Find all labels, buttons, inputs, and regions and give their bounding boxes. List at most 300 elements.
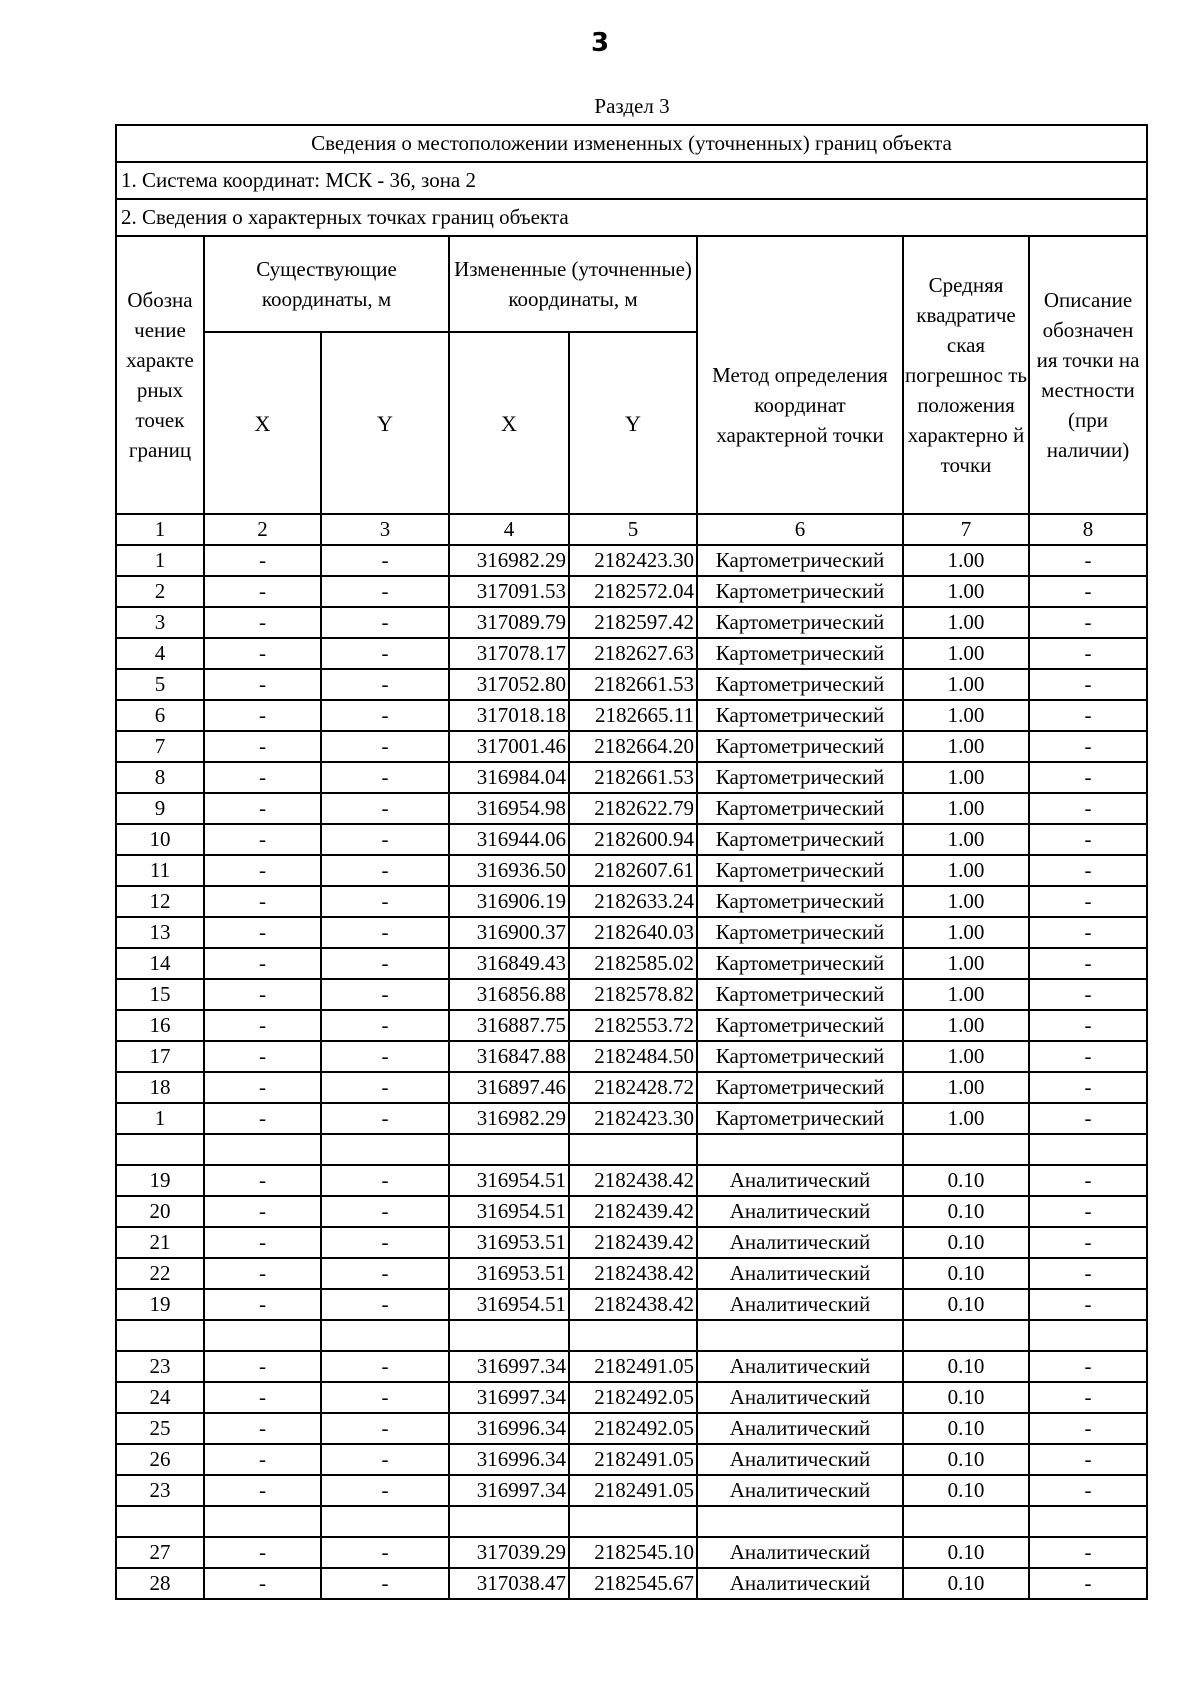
blank-separator-row [116, 1320, 1147, 1351]
method-cell: Картометрический [697, 1010, 903, 1041]
header-existing-coordinates: Существующие координаты, м [204, 236, 449, 332]
changed-y-cell: 2182627.63 [569, 638, 697, 669]
point-number-cell: 19 [116, 1165, 204, 1196]
empty-cell [116, 1134, 204, 1165]
method-cell: Аналитический [697, 1475, 903, 1506]
point-number-cell: 1 [116, 545, 204, 576]
description-cell: - [1029, 917, 1147, 948]
changed-y-cell: 2182553.72 [569, 1010, 697, 1041]
existing-y-cell: - [321, 1010, 449, 1041]
changed-y-cell: 2182661.53 [569, 762, 697, 793]
method-cell: Картометрический [697, 607, 903, 638]
changed-y-cell: 2182545.67 [569, 1568, 697, 1599]
description-cell: - [1029, 886, 1147, 917]
changed-x-cell: 317018.18 [449, 700, 569, 731]
error-cell: 1.00 [903, 638, 1029, 669]
error-cell: 1.00 [903, 1103, 1029, 1134]
boundary-points-table [115, 124, 1148, 1600]
table-row [116, 638, 1147, 669]
method-cell: Картометрический [697, 1041, 903, 1072]
method-cell: Аналитический [697, 1382, 903, 1413]
table-row [116, 1537, 1147, 1568]
empty-cell [1029, 1506, 1147, 1537]
description-cell: - [1029, 1227, 1147, 1258]
empty-cell [697, 1320, 903, 1351]
existing-x-cell: - [204, 1444, 321, 1475]
existing-y-cell: - [321, 1258, 449, 1289]
existing-x-cell: - [204, 1103, 321, 1134]
point-number-cell: 15 [116, 979, 204, 1010]
description-cell: - [1029, 669, 1147, 700]
error-cell: 0.10 [903, 1382, 1029, 1413]
changed-x-cell: 317078.17 [449, 638, 569, 669]
description-cell: - [1029, 731, 1147, 762]
existing-y-cell: - [321, 855, 449, 886]
description-cell: - [1029, 1568, 1147, 1599]
header-description: Описание обозначен ия точки на местности (при наличии) [1029, 236, 1147, 514]
changed-x-cell: 316953.51 [449, 1227, 569, 1258]
error-cell: 1.00 [903, 1072, 1029, 1103]
header-existing-y: Y [321, 332, 449, 514]
changed-x-cell: 317039.29 [449, 1537, 569, 1568]
changed-x-cell: 317001.46 [449, 731, 569, 762]
description-cell: - [1029, 1475, 1147, 1506]
description-cell: - [1029, 979, 1147, 1010]
point-number-cell: 3 [116, 607, 204, 638]
changed-y-cell: 2182491.05 [569, 1475, 697, 1506]
changed-y-cell: 2182585.02 [569, 948, 697, 979]
point-number-cell: 4 [116, 638, 204, 669]
changed-x-cell: 316953.51 [449, 1258, 569, 1289]
changed-y-cell: 2182439.42 [569, 1196, 697, 1227]
error-cell: 1.00 [903, 948, 1029, 979]
changed-y-cell: 2182633.24 [569, 886, 697, 917]
table-row [116, 545, 1147, 576]
error-cell: 1.00 [903, 979, 1029, 1010]
changed-x-cell: 317052.80 [449, 669, 569, 700]
description-cell: - [1029, 1258, 1147, 1289]
table-row [116, 979, 1147, 1010]
changed-y-cell: 2182428.72 [569, 1072, 697, 1103]
existing-x-cell: - [204, 607, 321, 638]
empty-cell [697, 1506, 903, 1537]
empty-cell [204, 1506, 321, 1537]
empty-cell [321, 1134, 449, 1165]
existing-x-cell: - [204, 700, 321, 731]
changed-y-cell: 2182597.42 [569, 607, 697, 638]
changed-x-cell: 316997.34 [449, 1475, 569, 1506]
error-cell: 0.10 [903, 1196, 1029, 1227]
table-row [116, 855, 1147, 886]
changed-y-cell: 2182423.30 [569, 545, 697, 576]
changed-x-cell: 316996.34 [449, 1444, 569, 1475]
changed-x-cell: 316954.98 [449, 793, 569, 824]
point-number-cell: 8 [116, 762, 204, 793]
empty-cell [204, 1320, 321, 1351]
error-cell: 1.00 [903, 1041, 1029, 1072]
existing-x-cell: - [204, 1382, 321, 1413]
existing-x-cell: - [204, 886, 321, 917]
existing-y-cell: - [321, 1568, 449, 1599]
method-cell: Картометрический [697, 731, 903, 762]
existing-y-cell: - [321, 1382, 449, 1413]
point-number-cell: 19 [116, 1289, 204, 1320]
header-error: Средняя квадратиче ская погрешнос ть положения характерно й точки [903, 236, 1029, 514]
existing-y-cell: - [321, 762, 449, 793]
existing-y-cell: - [321, 917, 449, 948]
description-cell: - [1029, 1196, 1147, 1227]
existing-y-cell: - [321, 731, 449, 762]
point-number-cell: 20 [116, 1196, 204, 1227]
error-cell: 1.00 [903, 669, 1029, 700]
method-cell: Картометрический [697, 638, 903, 669]
method-cell: Аналитический [697, 1537, 903, 1568]
column-number: 3 [321, 514, 449, 545]
changed-x-cell: 316954.51 [449, 1196, 569, 1227]
changed-y-cell: 2182438.42 [569, 1258, 697, 1289]
point-number-cell: 11 [116, 855, 204, 886]
table-row [116, 669, 1147, 700]
changed-y-cell: 2182492.05 [569, 1382, 697, 1413]
empty-cell [116, 1320, 204, 1351]
existing-y-cell: - [321, 1289, 449, 1320]
existing-x-cell: - [204, 855, 321, 886]
point-number-cell: 13 [116, 917, 204, 948]
changed-x-cell: 316847.88 [449, 1041, 569, 1072]
description-cell: - [1029, 545, 1147, 576]
existing-x-cell: - [204, 576, 321, 607]
description-cell: - [1029, 1072, 1147, 1103]
method-cell: Картометрический [697, 855, 903, 886]
existing-x-cell: - [204, 1568, 321, 1599]
existing-x-cell: - [204, 1475, 321, 1506]
coordinate-system: 1. Система координат: МСК - 36, зона 2 [116, 162, 1147, 199]
error-cell: 0.10 [903, 1444, 1029, 1475]
table-row [116, 731, 1147, 762]
error-cell: 0.10 [903, 1475, 1029, 1506]
error-cell: 1.00 [903, 917, 1029, 948]
error-cell: 1.00 [903, 731, 1029, 762]
column-number: 8 [1029, 514, 1147, 545]
header-changed-coordinates: Измененные (уточненные) координаты, м [449, 236, 697, 332]
method-cell: Картометрический [697, 1103, 903, 1134]
method-cell: Аналитический [697, 1196, 903, 1227]
point-number-cell: 26 [116, 1444, 204, 1475]
table-row [116, 1010, 1147, 1041]
description-cell: - [1029, 1382, 1147, 1413]
existing-x-cell: - [204, 1351, 321, 1382]
table-row [116, 1258, 1147, 1289]
table-row [116, 1413, 1147, 1444]
existing-y-cell: - [321, 638, 449, 669]
existing-y-cell: - [321, 1413, 449, 1444]
table-row [116, 1568, 1147, 1599]
changed-y-cell: 2182484.50 [569, 1041, 697, 1072]
description-cell: - [1029, 1041, 1147, 1072]
description-cell: - [1029, 948, 1147, 979]
description-cell: - [1029, 824, 1147, 855]
header-existing-x: X [204, 332, 321, 514]
existing-x-cell: - [204, 638, 321, 669]
table-row [116, 576, 1147, 607]
point-number-cell: 23 [116, 1351, 204, 1382]
changed-y-cell: 2182572.04 [569, 576, 697, 607]
changed-y-cell: 2182640.03 [569, 917, 697, 948]
point-number-cell: 2 [116, 576, 204, 607]
empty-cell [116, 1506, 204, 1537]
changed-y-cell: 2182600.94 [569, 824, 697, 855]
table-row [116, 607, 1147, 638]
existing-y-cell: - [321, 576, 449, 607]
method-cell: Картометрический [697, 824, 903, 855]
table-row [116, 1351, 1147, 1382]
column-number: 1 [116, 514, 204, 545]
point-number-cell: 23 [116, 1475, 204, 1506]
header-point-designation: Обозна чение характе рных точек границ [116, 236, 204, 514]
description-cell: - [1029, 576, 1147, 607]
existing-x-cell: - [204, 762, 321, 793]
method-cell: Аналитический [697, 1289, 903, 1320]
existing-x-cell: - [204, 1196, 321, 1227]
empty-cell [569, 1320, 697, 1351]
blank-separator-row [116, 1134, 1147, 1165]
description-cell: - [1029, 607, 1147, 638]
changed-x-cell: 316944.06 [449, 824, 569, 855]
changed-y-cell: 2182492.05 [569, 1413, 697, 1444]
existing-x-cell: - [204, 1227, 321, 1258]
table-row [116, 1382, 1147, 1413]
table-row [116, 1041, 1147, 1072]
table-row [116, 948, 1147, 979]
changed-x-cell: 317038.47 [449, 1568, 569, 1599]
empty-cell [903, 1134, 1029, 1165]
existing-y-cell: - [321, 979, 449, 1010]
error-cell: 0.10 [903, 1165, 1029, 1196]
error-cell: 1.00 [903, 886, 1029, 917]
changed-x-cell: 316856.88 [449, 979, 569, 1010]
table-row [116, 762, 1147, 793]
method-cell: Картометрический [697, 1072, 903, 1103]
changed-x-cell: 316954.51 [449, 1289, 569, 1320]
existing-y-cell: - [321, 700, 449, 731]
description-cell: - [1029, 1537, 1147, 1568]
point-number-cell: 27 [116, 1537, 204, 1568]
method-cell: Картометрический [697, 545, 903, 576]
changed-x-cell: 316997.34 [449, 1382, 569, 1413]
description-cell: - [1029, 1413, 1147, 1444]
description-cell: - [1029, 793, 1147, 824]
existing-x-cell: - [204, 948, 321, 979]
empty-cell [903, 1320, 1029, 1351]
table-row [116, 917, 1147, 948]
column-number: 2 [204, 514, 321, 545]
description-cell: - [1029, 1289, 1147, 1320]
method-cell: Картометрический [697, 762, 903, 793]
error-cell: 0.10 [903, 1227, 1029, 1258]
table-row [116, 793, 1147, 824]
method-cell: Картометрический [697, 886, 903, 917]
existing-y-cell: - [321, 886, 449, 917]
point-number-cell: 18 [116, 1072, 204, 1103]
existing-y-cell: - [321, 824, 449, 855]
error-cell: 1.00 [903, 1010, 1029, 1041]
changed-x-cell: 317091.53 [449, 576, 569, 607]
changed-y-cell: 2182578.82 [569, 979, 697, 1010]
changed-x-cell: 316954.51 [449, 1165, 569, 1196]
method-cell: Аналитический [697, 1227, 903, 1258]
description-cell: - [1029, 1444, 1147, 1475]
description-cell: - [1029, 700, 1147, 731]
error-cell: 0.10 [903, 1289, 1029, 1320]
table-row [116, 1072, 1147, 1103]
point-number-cell: 6 [116, 700, 204, 731]
description-cell: - [1029, 855, 1147, 886]
error-cell: 1.00 [903, 700, 1029, 731]
empty-cell [204, 1134, 321, 1165]
changed-y-cell: 2182622.79 [569, 793, 697, 824]
existing-y-cell: - [321, 948, 449, 979]
existing-y-cell: - [321, 1165, 449, 1196]
changed-y-cell: 2182661.53 [569, 669, 697, 700]
existing-x-cell: - [204, 1165, 321, 1196]
existing-y-cell: - [321, 1103, 449, 1134]
existing-x-cell: - [204, 1258, 321, 1289]
table-row [116, 824, 1147, 855]
changed-x-cell: 316984.04 [449, 762, 569, 793]
existing-y-cell: - [321, 1196, 449, 1227]
existing-x-cell: - [204, 1537, 321, 1568]
column-number: 6 [697, 514, 903, 545]
existing-x-cell: - [204, 1010, 321, 1041]
changed-x-cell: 316996.34 [449, 1413, 569, 1444]
point-number-cell: 17 [116, 1041, 204, 1072]
empty-cell [569, 1506, 697, 1537]
table-row [116, 1196, 1147, 1227]
point-number-cell: 22 [116, 1258, 204, 1289]
empty-cell [449, 1134, 569, 1165]
changed-y-cell: 2182491.05 [569, 1351, 697, 1382]
empty-cell [1029, 1320, 1147, 1351]
error-cell: 1.00 [903, 576, 1029, 607]
table-row [116, 1289, 1147, 1320]
empty-cell [1029, 1134, 1147, 1165]
empty-cell [321, 1506, 449, 1537]
error-cell: 1.00 [903, 855, 1029, 886]
method-cell: Картометрический [697, 793, 903, 824]
changed-x-cell: 316900.37 [449, 917, 569, 948]
error-cell: 0.10 [903, 1258, 1029, 1289]
changed-y-cell: 2182545.10 [569, 1537, 697, 1568]
existing-y-cell: - [321, 1072, 449, 1103]
changed-x-cell: 316982.29 [449, 1103, 569, 1134]
page-number: 3 [590, 28, 610, 58]
method-cell: Аналитический [697, 1351, 903, 1382]
section-title: Раздел 3 [594, 94, 670, 118]
existing-y-cell: - [321, 1227, 449, 1258]
method-cell: Картометрический [697, 669, 903, 700]
error-cell: 1.00 [903, 607, 1029, 638]
existing-x-cell: - [204, 1041, 321, 1072]
point-number-cell: 25 [116, 1413, 204, 1444]
point-number-cell: 1 [116, 1103, 204, 1134]
description-cell: - [1029, 1165, 1147, 1196]
error-cell: 1.00 [903, 824, 1029, 855]
method-cell: Аналитический [697, 1413, 903, 1444]
changed-x-cell: 317089.79 [449, 607, 569, 638]
existing-y-cell: - [321, 1444, 449, 1475]
error-cell: 0.10 [903, 1351, 1029, 1382]
changed-x-cell: 316906.19 [449, 886, 569, 917]
point-number-cell: 21 [116, 1227, 204, 1258]
method-cell: Картометрический [697, 576, 903, 607]
method-cell: Картометрический [697, 979, 903, 1010]
point-number-cell: 10 [116, 824, 204, 855]
column-number: 4 [449, 514, 569, 545]
blank-separator-row [116, 1506, 1147, 1537]
table-row [116, 700, 1147, 731]
changed-y-cell: 2182665.11 [569, 700, 697, 731]
points-info-heading: 2. Сведения о характерных точках границ объекта [116, 199, 1147, 236]
error-cell: 0.10 [903, 1413, 1029, 1444]
existing-x-cell: - [204, 545, 321, 576]
existing-y-cell: - [321, 793, 449, 824]
existing-x-cell: - [204, 917, 321, 948]
table-title: Сведения о местоположении измененных (уточненных) границ объекта [116, 125, 1147, 162]
changed-y-cell: 2182438.42 [569, 1289, 697, 1320]
method-cell: Картометрический [697, 700, 903, 731]
table-row [116, 1103, 1147, 1134]
changed-y-cell: 2182438.42 [569, 1165, 697, 1196]
existing-y-cell: - [321, 607, 449, 638]
header-changed-y: Y [569, 332, 697, 514]
existing-x-cell: - [204, 793, 321, 824]
changed-x-cell: 316997.34 [449, 1351, 569, 1382]
column-number: 7 [903, 514, 1029, 545]
existing-x-cell: - [204, 979, 321, 1010]
table-row [116, 1444, 1147, 1475]
point-number-cell: 24 [116, 1382, 204, 1413]
changed-y-cell: 2182491.05 [569, 1444, 697, 1475]
description-cell: - [1029, 638, 1147, 669]
error-cell: 1.00 [903, 545, 1029, 576]
description-cell: - [1029, 1103, 1147, 1134]
existing-x-cell: - [204, 1072, 321, 1103]
existing-x-cell: - [204, 1289, 321, 1320]
changed-y-cell: 2182664.20 [569, 731, 697, 762]
method-cell: Аналитический [697, 1165, 903, 1196]
column-numbers-row [116, 514, 1147, 545]
empty-cell [449, 1506, 569, 1537]
point-number-cell: 14 [116, 948, 204, 979]
error-cell: 1.00 [903, 793, 1029, 824]
error-cell: 0.10 [903, 1568, 1029, 1599]
existing-y-cell: - [321, 1041, 449, 1072]
empty-cell [697, 1134, 903, 1165]
existing-y-cell: - [321, 545, 449, 576]
error-cell: 0.10 [903, 1537, 1029, 1568]
method-cell: Картометрический [697, 917, 903, 948]
point-number-cell: 28 [116, 1568, 204, 1599]
existing-y-cell: - [321, 1475, 449, 1506]
existing-y-cell: - [321, 669, 449, 700]
existing-y-cell: - [321, 1351, 449, 1382]
changed-y-cell: 2182439.42 [569, 1227, 697, 1258]
existing-x-cell: - [204, 669, 321, 700]
table-row [116, 1475, 1147, 1506]
changed-y-cell: 2182607.61 [569, 855, 697, 886]
point-number-cell: 9 [116, 793, 204, 824]
existing-y-cell: - [321, 1537, 449, 1568]
